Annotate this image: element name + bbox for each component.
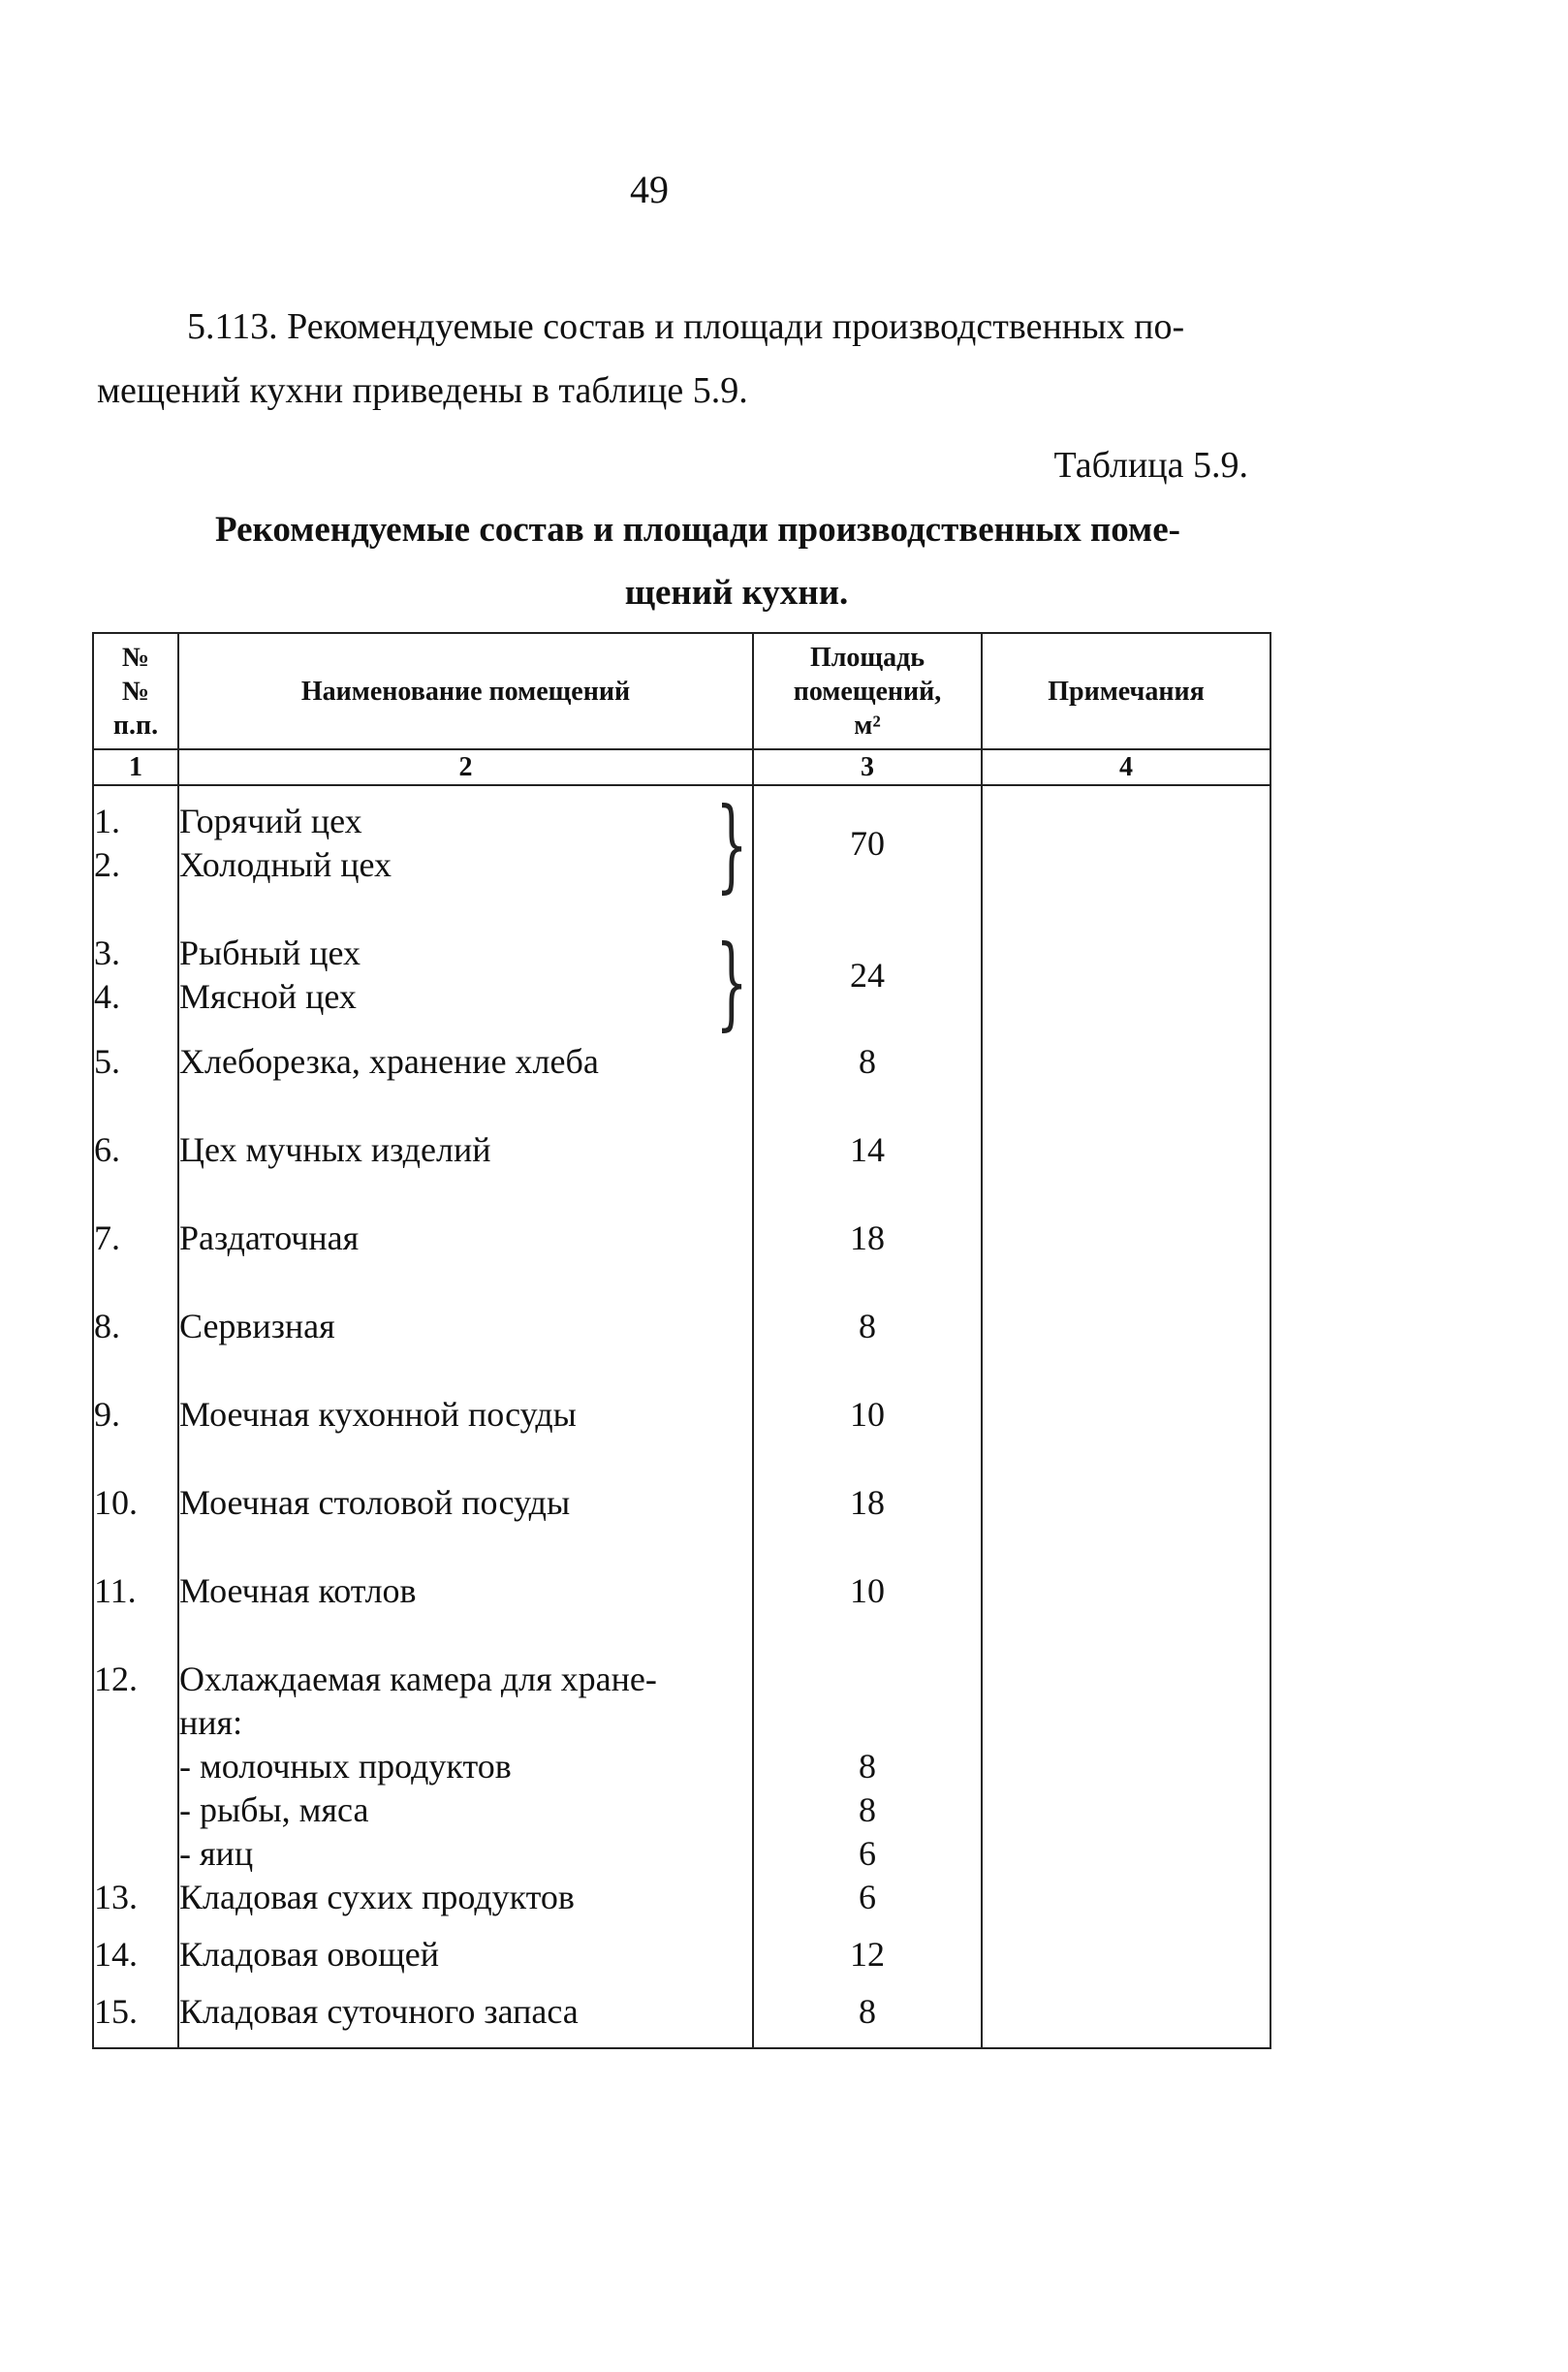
row-name: Моечная кухонной посуды [179, 1395, 577, 1434]
right-brace-icon: } [715, 785, 748, 903]
row-name: Мясной цех [179, 977, 357, 1016]
table-title-line-1: Рекомендуемые состав и площади производственных поме- [214, 510, 1181, 550]
header-num [93, 633, 178, 749]
table-header-row [93, 633, 1270, 749]
row-num: 14. [94, 1935, 138, 1974]
area-column [753, 785, 982, 2048]
row-name: Кладовая овощей [179, 1935, 440, 1974]
row-num: 8. [94, 1307, 120, 1345]
sub-row-name: - яиц [179, 1834, 254, 1873]
header-area [753, 633, 982, 749]
row-name: Моечная котлов [179, 1571, 417, 1610]
rooms-table [92, 632, 1271, 2049]
row-num: 2. [94, 845, 120, 884]
num-column [93, 785, 178, 2048]
row-name: Холодный цех [179, 845, 392, 884]
header-area-line-2: помещений, [793, 676, 942, 707]
intro-line-2: мещений кухни приведены в таблице 5.9. [97, 370, 748, 411]
group-area: 70 [850, 824, 885, 863]
row-area: 18 [850, 1218, 885, 1257]
row-num: 13. [94, 1878, 138, 1916]
row-num: 9. [94, 1395, 120, 1434]
row-area: 8 [859, 1042, 876, 1081]
table-label: Таблица 5.9. [1053, 445, 1248, 486]
row-area: 12 [850, 1935, 885, 1974]
sub-row-name: - рыбы, мяса [179, 1790, 369, 1829]
col-number-1: 1 [93, 749, 178, 785]
row-num: 3. [94, 933, 120, 972]
row-name: Рыбный цех [179, 933, 361, 972]
page-number: 49 [630, 168, 669, 211]
row-num: 7. [94, 1218, 120, 1257]
intro-line-1: 5.113. Рекомендуемые состав и площади производственных по- [187, 306, 1185, 347]
col-number-3: 3 [753, 749, 982, 785]
row-num: 12. [94, 1660, 138, 1698]
col-number-2: 2 [178, 749, 753, 785]
row-area: 6 [859, 1878, 876, 1916]
row-name: Раздаточная [179, 1218, 360, 1257]
table-body-row [93, 785, 1270, 2048]
header-num-line-3: п.п. [112, 710, 159, 741]
row-name: Горячий цех [179, 802, 362, 840]
row-num: 5. [94, 1042, 120, 1081]
column-number-row [93, 749, 1270, 785]
row-num: 15. [94, 1992, 138, 2031]
sub-row-area: 6 [859, 1834, 876, 1873]
header-name: Наименование помещений [178, 633, 753, 749]
row-area: 10 [850, 1395, 885, 1434]
header-area-line-1: Площадь [809, 642, 925, 673]
row-num: 11. [94, 1571, 137, 1610]
name-column [178, 785, 753, 2048]
header-num-line-1: № [121, 642, 150, 673]
header-num-line-2: № [121, 676, 150, 707]
table-title-line-2: щений кухни. [624, 573, 849, 613]
sub-row-area: 8 [859, 1790, 876, 1829]
group-area: 24 [850, 956, 885, 995]
header-notes: Примечания [982, 633, 1270, 749]
row-name: Сервизная [179, 1307, 335, 1345]
row-num: 10. [94, 1483, 138, 1522]
notes-column [982, 785, 1270, 2048]
sub-row-name: - молочных продуктов [179, 1747, 512, 1786]
row-area: 8 [859, 1992, 876, 2031]
row-area: 14 [850, 1130, 885, 1169]
row-num: 1. [94, 802, 120, 840]
row-area: 10 [850, 1571, 885, 1610]
sub-row-area: 8 [859, 1747, 876, 1786]
row-name: Моечная столовой посуды [179, 1483, 571, 1522]
row-name: Хлеборезка, хранение хлеба [179, 1042, 599, 1081]
row-num: 6. [94, 1130, 120, 1169]
right-brace-icon: } [715, 923, 748, 1041]
row-area: 18 [850, 1483, 885, 1522]
row-num: 4. [94, 977, 120, 1016]
row-area: 8 [859, 1307, 876, 1345]
row-name: Кладовая сухих продуктов [179, 1878, 575, 1916]
row-name: Охлаждаемая камера для хране- [179, 1660, 657, 1698]
row-name: ния: [179, 1703, 243, 1742]
row-name: Цех мучных изделий [179, 1130, 491, 1169]
row-name: Кладовая суточного запаса [179, 1992, 579, 2031]
header-area-line-3: м² [854, 710, 881, 741]
col-number-4: 4 [982, 749, 1270, 785]
